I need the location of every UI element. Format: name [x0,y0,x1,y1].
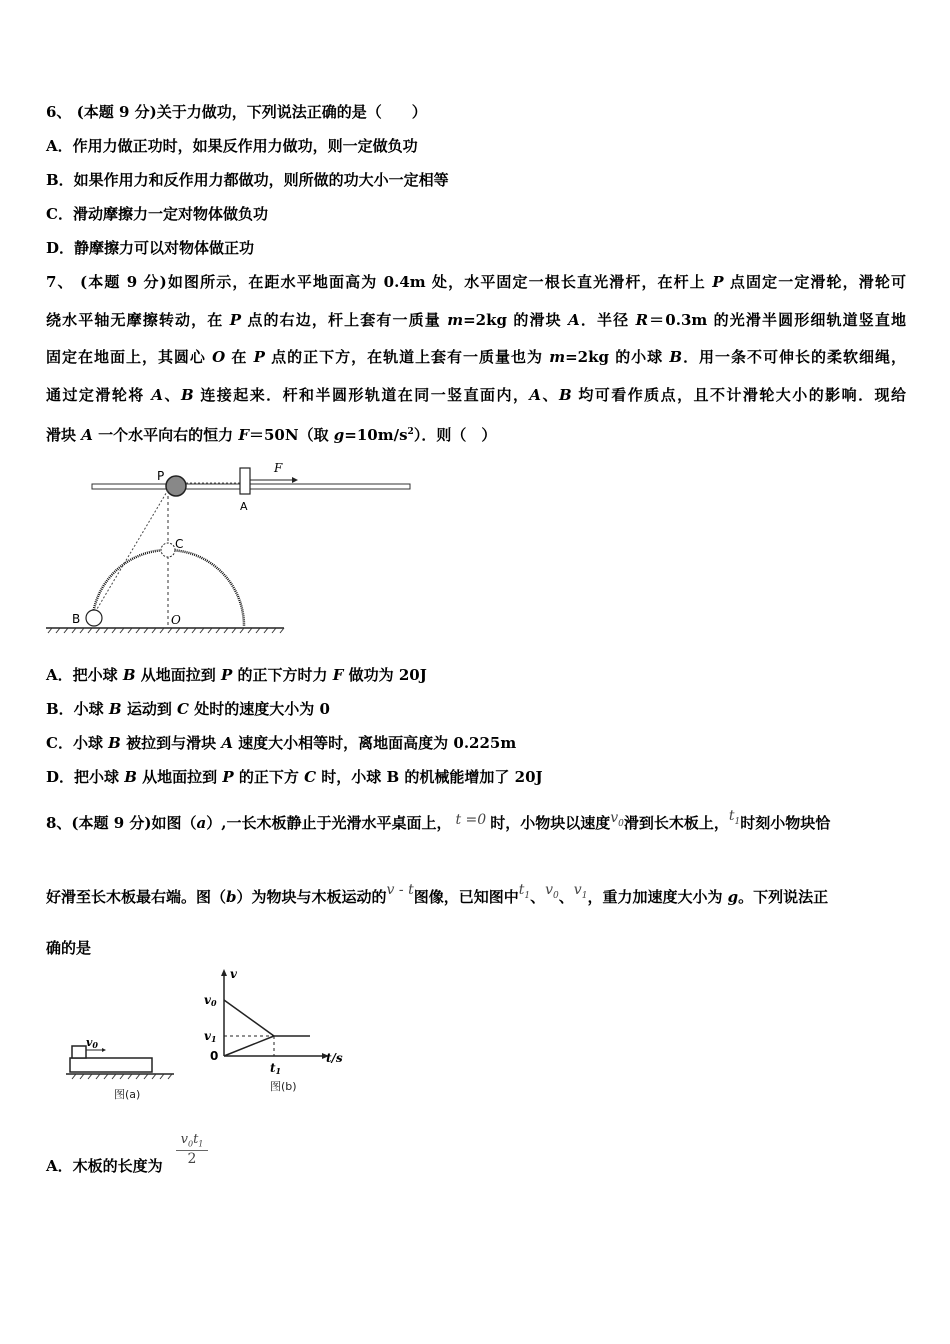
string-pb [94,490,168,614]
q7-stem-line2: 绕水平轴无摩擦转动，在 P 点的右边，杆上套有一质量 m=2kg 的滑块 A．半径 R＝0.3m 的光滑半圆形细轨道竖直地 [46,311,906,329]
q8-figure-a [66,1030,178,1104]
q6-stem: 6、 (本题 9 分)关于力做功，下列说法正确的是（ ） [46,103,427,121]
label-t1-axis: t1 [270,1061,282,1076]
q6-option-a: A．作用力做正功时，如果反作用力做功，则一定做负功 [46,137,418,155]
q6-option-c: C．滑动摩擦力一定对物体做负功 [46,205,268,223]
q7-stem-line4: 通过定滑轮将 A、B 连接起来．杆和半圆形轨道在同一竖直面内，A、B 均可看作质点，且不计滑轮大小的影响．现给 [46,386,906,404]
q7-option-c: C．小球 B 被拉到与滑块 A 速度大小相等时，离地面高度为 0.225m [46,734,517,752]
q8-stem-line2: 好滑至长木板最右端。图（b）为物块与木板运动的v - t图像，已知图中$t_1$、$v_0$、$v_1$，重力加速度大小为 g。下列说法正 [46,882,829,906]
q7-stem-line5: 滑块 A 一个水平向右的恒力 F＝50N（取 $g=10m/s^2$）．则（ ） [46,426,497,444]
q6-option-b: B．如果作用力和反作用力都做功，则所做的功大小一定相等 [46,171,449,189]
point-c [161,543,175,557]
q8-option-a-fraction [176,1132,208,1167]
q7-figure [44,458,414,638]
block-velocity-line [224,1000,274,1036]
label-f: F [274,461,283,475]
fraction-denominator: 2 [187,1150,197,1167]
q7-option-b: B．小球 B 运动到 C 处时的速度大小为 0 [46,700,330,718]
label-origin: 0 [210,1049,219,1063]
rod [92,484,410,489]
ball-b [86,610,102,626]
label-v0-axis: v0 [204,993,217,1008]
label-v: v [230,967,237,981]
q6-option-d: D．静摩擦力可以对物体做正功 [46,239,255,257]
figb-caption: 图(b) [270,1080,297,1093]
q7-stem-line3: 固定在地面上，其圆心 O 在 P 点的正下方，在轨道上套有一质量也为 m=2kg 的小球 B．用一条不可伸长的柔软细绳， [46,348,906,366]
label-a: A [240,500,248,513]
figa-caption: 图(a) [114,1088,141,1101]
label-v0: v0 [86,1036,98,1050]
label-ts: t/s [326,1051,343,1065]
v-axis-arrowhead [221,969,227,976]
q8-figure-b [198,966,358,1096]
small-block [72,1046,86,1058]
q8-stem-line1: 8、(本题 9 分)如图（a）,一长木板静止于光滑水平桌面上， t =0 时，小物块以速度$v_0$滑到长木板上，$t_1$时刻小物块恰 [46,808,831,832]
fraction-numerator: $v_0t_1$ [176,1132,208,1151]
label-p: P [157,469,165,483]
board-velocity-line [224,1036,274,1056]
q7-stem-line1: 7、 (本题 9 分)如图所示，在距水平地面高为 0.4m 处，水平固定一根长直光滑杆，在杆上 P 点固定一定滑轮，滑轮可 [46,273,906,291]
pulley-p [166,476,186,496]
q7-option-a: A．把小球 B 从地面拉到 P 的正下方时力 F 做功为 20J [46,666,427,684]
label-v1-axis: v1 [204,1029,217,1044]
slider-a [240,468,250,494]
force-arrowhead [292,477,298,483]
label-b: B [72,612,81,626]
q8-option-a: A．木板的长度为 [46,1157,163,1175]
long-board [70,1058,152,1072]
q7-option-d: D．把小球 B 从地面拉到 P 的正下方 C 时，小球 B 的机械能增加了 20J [46,768,543,786]
label-c: C [175,537,184,551]
label-o: O [171,613,181,627]
q8-stem-line3: 确的是 [46,939,92,957]
v0-arrowhead [102,1048,106,1052]
